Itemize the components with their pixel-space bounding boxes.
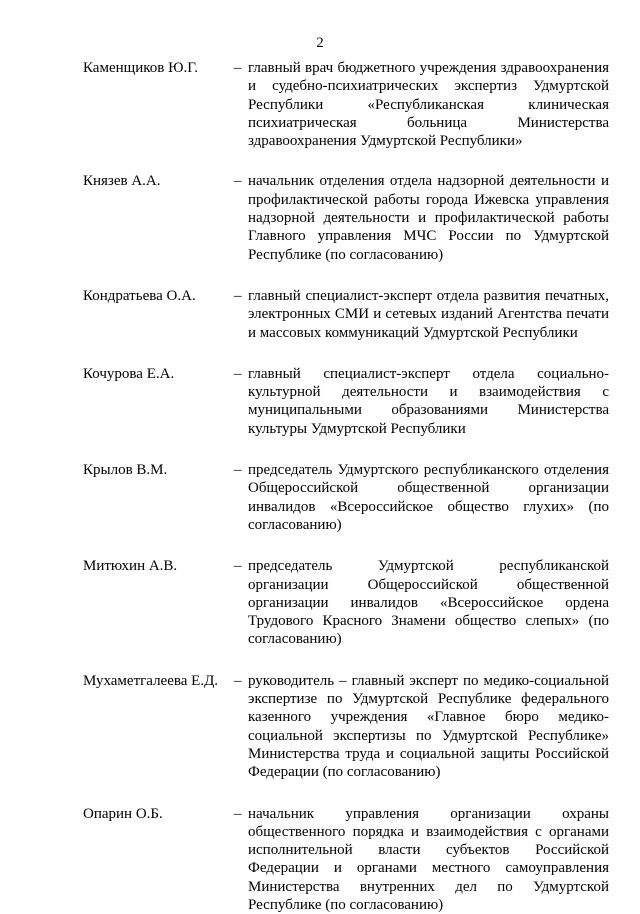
page-number: 2: [0, 34, 640, 52]
member-name: Кондратьева О.А.: [83, 287, 196, 306]
member-list: [0, 59, 640, 914]
member-dash: –: [234, 365, 242, 384]
member-dash: –: [234, 172, 242, 191]
member-position: руководитель – главный эксперт по медико-социальной экспертизе по Удмуртской Республике федерального казенного учреждения «Главное бюро медико-социальной экспертизы по Удмуртской Республике» Министерства труда и социальной защиты Российской Федерации (по согласованию): [248, 672, 609, 782]
member-position: председатель Удмуртского республиканского отделения Общероссийской общественной организации инвалидов «Всероссийское общество глухих» (по согласованию): [248, 461, 609, 534]
member-position: главный врач бюджетного учреждения здравоохранения и судебно-психиатрических экспертиз Удмуртской Республики «Республиканская клиническая психиатрическая больница Министерства здравоохранения Удмуртской Республики»: [248, 59, 609, 150]
member-dash: –: [234, 672, 242, 691]
member-entry: [0, 59, 640, 150]
member-dash: –: [234, 557, 242, 576]
member-entry: [0, 172, 640, 263]
member-entry: [0, 287, 640, 342]
member-position: главный специалист-эксперт отдела развития печатных, электронных СМИ и сетевых изданий Агентства печати и массовых коммуникаций Удмуртской Республики: [248, 287, 609, 342]
member-dash: –: [234, 59, 242, 78]
member-position: начальник управления организации охраны общественного порядка и взаимодействия с органами исполнительной власти субъектов Российской Федерации и органами местного самоуправления Министерства внутренних дел по Удмуртской Республике (по согласованию): [248, 805, 609, 914]
member-name: Мухаметгалеева Е.Д.: [83, 672, 218, 691]
member-position: главный специалист-эксперт отдела социально-культурной деятельности и взаимодействия с муниципальными образованиями Министерства культуры Удмуртской Республики: [248, 365, 609, 438]
member-name: Митюхин А.В.: [83, 557, 177, 576]
member-entry: [0, 805, 640, 914]
member-dash: –: [234, 805, 242, 824]
member-entry: [0, 672, 640, 782]
member-dash: –: [234, 461, 242, 480]
member-entry: [0, 365, 640, 438]
member-name: Князев А.А.: [83, 172, 161, 191]
member-name: Кочурова Е.А.: [83, 365, 174, 384]
member-name: Каменщиков Ю.Г.: [83, 59, 198, 78]
member-dash: –: [234, 287, 242, 306]
member-entry: [0, 557, 640, 648]
member-name: Крылов В.М.: [83, 461, 167, 480]
member-name: Опарин О.Б.: [83, 805, 163, 824]
member-position: председатель Удмуртской республиканской организации Общероссийской общественной организации инвалидов «Всероссийское ордена Трудового Красного Знамени общество слепых» (по согласованию): [248, 557, 609, 648]
member-position: начальник отделения отдела надзорной деятельности и профилактической работы города Ижевска управления надзорной деятельности и профилактической работы Главного управления МЧС России по Удмуртской Республике (по согласованию): [248, 172, 609, 263]
member-entry: [0, 461, 640, 534]
